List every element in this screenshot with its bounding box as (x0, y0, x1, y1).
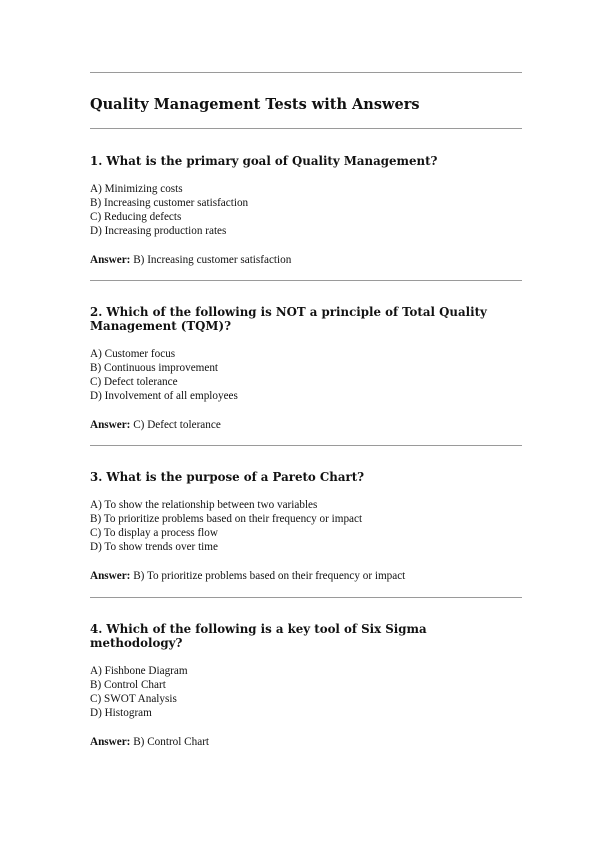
question-3 (90, 470, 522, 583)
answer-text: B) To prioritize problems based on their frequency or impact (133, 569, 406, 582)
option-a: A) Customer focus (90, 348, 176, 360)
answer-label: Answer: (90, 418, 131, 431)
answer-text: C) Defect tolerance (133, 418, 221, 431)
option-b: B) Continuous improvement (90, 361, 219, 374)
option-d: D) Increasing production rates (90, 224, 227, 237)
answer-line (90, 569, 522, 583)
option-list (90, 665, 522, 721)
answer-label: Answer: (90, 735, 131, 748)
question-divider (90, 280, 522, 281)
answer-line (90, 418, 522, 432)
option-list (90, 183, 522, 239)
question-text: 4. Which of the following is a key tool of Six Sigma methodology? (90, 622, 427, 650)
option-b: B) Increasing customer satisfaction (90, 196, 249, 209)
option-d: D) Histogram (90, 706, 152, 719)
top-divider (90, 72, 522, 73)
question-text: 2. Which of the following is NOT a principle of Total Quality Management (TQM)? (90, 305, 487, 333)
question-divider (90, 597, 522, 598)
option-c: C) Defect tolerance (90, 375, 178, 388)
question-text: 3. What is the purpose of a Pareto Chart? (90, 470, 365, 484)
answer-line (90, 735, 522, 749)
option-list (90, 499, 522, 555)
option-a: A) To show the relationship between two variables (90, 499, 318, 511)
answer-line (90, 253, 522, 267)
document-title: Quality Management Tests with Answers (90, 96, 420, 113)
option-d: D) To show trends over time (90, 540, 218, 553)
option-c: C) SWOT Analysis (90, 692, 177, 705)
option-b: B) To prioritize problems based on their frequency or impact (90, 512, 363, 525)
answer-label: Answer: (90, 569, 131, 582)
title-divider (90, 128, 522, 129)
question-2 (90, 305, 522, 432)
question-4 (90, 622, 522, 749)
question-1 (90, 154, 522, 267)
question-divider (90, 445, 522, 446)
question-text: 1. What is the primary goal of Quality Management? (90, 154, 438, 168)
option-d: D) Involvement of all employees (90, 389, 238, 402)
answer-text: B) Increasing customer satisfaction (133, 253, 292, 266)
option-c: C) To display a process flow (90, 526, 218, 539)
answer-label: Answer: (90, 253, 131, 266)
option-a: A) Fishbone Diagram (90, 665, 188, 677)
option-c: C) Reducing defects (90, 210, 182, 223)
answer-text: B) Control Chart (133, 735, 210, 748)
option-list (90, 348, 522, 404)
option-a: A) Minimizing costs (90, 183, 183, 195)
option-b: B) Control Chart (90, 678, 166, 691)
